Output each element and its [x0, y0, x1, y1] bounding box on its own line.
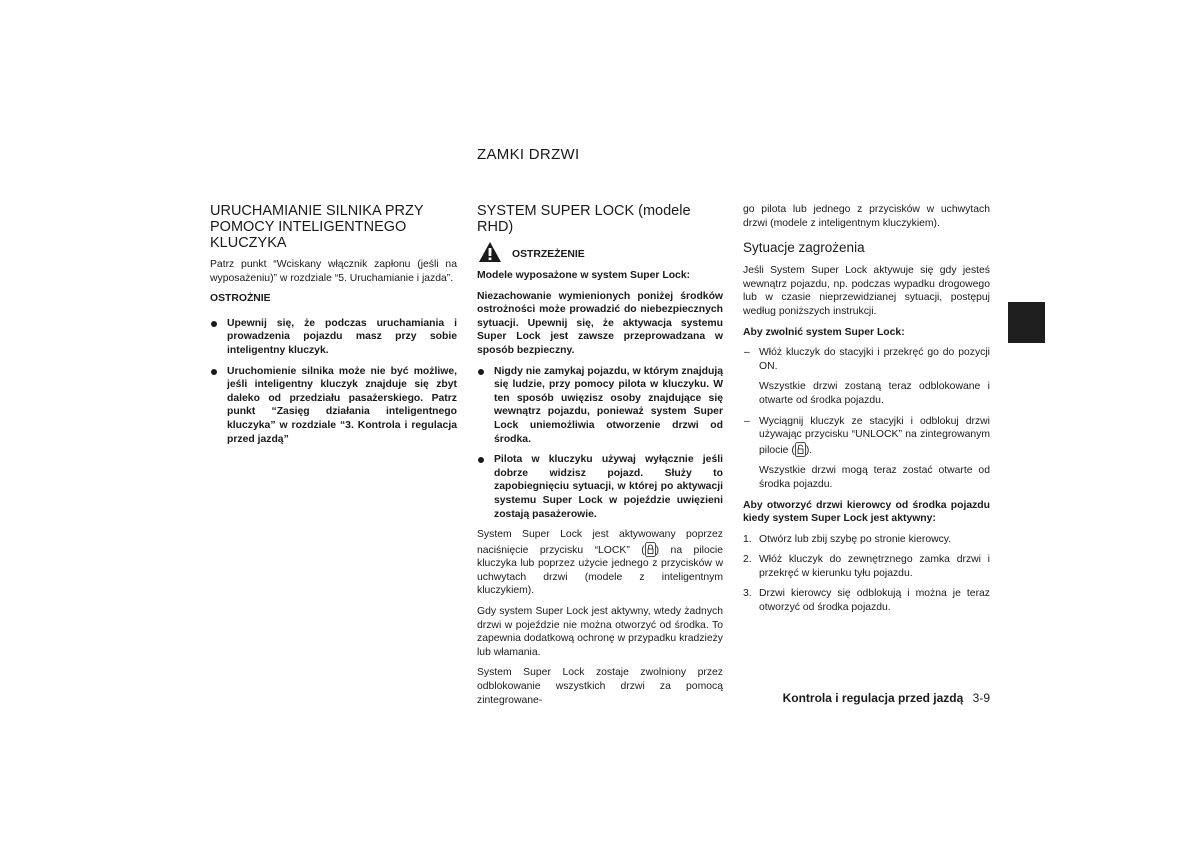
- lock-button-icon: [645, 542, 656, 557]
- release-label: Aby zwolnić system Super Lock:: [743, 326, 905, 338]
- column-2: [477, 203, 723, 714]
- text-part: System Super Lock jest aktywowany poprzez naciśnięcie przycisku “LOCK” (: [477, 529, 723, 556]
- bullet-text: Uruchomienie silnika może nie być możliwe, jeśli inteligentny kluczyk znajduje się zbyt daleko od przedziału pasażerskiego. Patrz punkt “Zasięg działania inteligentnego kluczyka” w rozdziale “3. Kontrola i regulacja przed jazdą”: [227, 365, 457, 445]
- step-text: Wyciągnij kluczyk ze stacyjki i odblokuj drzwi używając przycisku “UNLOCK” na zintegrowanym pilocie (: [759, 415, 990, 456]
- section-heading-super-lock: SYSTEM SUPER LOCK (modele RHD): [477, 203, 691, 235]
- caution-bullet-1: [210, 317, 457, 358]
- page-footer: [743, 691, 990, 705]
- page-title: ZAMKI DRZWI: [477, 146, 580, 163]
- bullet-icon: [211, 369, 217, 375]
- caution-bullet-2: [210, 365, 457, 447]
- chapter-tab-marker: [1008, 302, 1045, 343]
- section-heading-engine: URUCHAMIANIE SILNIKA PRZY POMOCY INTELIGENTNEGO KLUCZYKA: [210, 203, 424, 251]
- super-lock-release-text: System Super Lock zostaje zwolniony przez odblokowanie wszystkich drzwi za pomocą zintegrowane-: [477, 667, 723, 706]
- warning-label: OSTRZEŻENIE: [512, 249, 585, 260]
- engine-intro-text: Patrz punkt “Wciskany włącznik zapłonu (jeśli na wyposażeniu)” w rozdziale “5. Uruchamianie i jazda”.: [210, 259, 457, 284]
- driver-step-3: [743, 587, 990, 614]
- step-number: 3.: [743, 588, 752, 600]
- bullet-text: Nigdy nie zamykaj pojazdu, w którym znajdują się ludzie, przy pomocy pilota w kluczyku. W ten sposób uwięzisz osoby znajdujące się wewnątrz pojazdu, ponieważ system Super Lock uniemożliwia otworzenie drzwi od środka.: [494, 365, 723, 445]
- step-number: 1.: [743, 533, 752, 545]
- text-part: ) na pilocie kluczyka lub poprzez użycie jednego z przycisków w uchwytach drzwi (modele z inteligentnym kluczykiem).: [477, 544, 724, 597]
- footer-chapter-label: Kontrola i regulacja przed jazdą: [782, 691, 964, 705]
- warning-text: Niezachowanie wymienionych poniżej środków ostrożności może prowadzić do niebezpiecznych sytuacji. Upewnij się, że aktywacja systemu Super Lock jest zawsze przeprowadzana w sposób bezpieczny.: [477, 290, 723, 356]
- driver-step-1: [743, 533, 990, 547]
- bullet-text: Pilota w kluczyku używaj wyłącznie jeśli dobrze widzisz pojazd. Służy to zapobiegnięciu sytuacji, w której po aktywacji systemu Super Lock w pojeździe uwięzieni zostają pasażerowie.: [494, 454, 723, 520]
- step-text: ).: [805, 444, 813, 456]
- unlock-button-icon: [795, 442, 806, 457]
- driver-door-label: Aby otworzyć drzwi kierowcy od środka pojazdu kiedy system Super Lock jest aktywny:: [743, 499, 990, 525]
- section-heading-emergency: Sytuacje zagrożenia: [743, 240, 865, 256]
- bullet-icon: [478, 457, 484, 463]
- dash-mark: –: [744, 415, 750, 427]
- super-lock-active-text: Gdy system Super Lock jest aktywny, wtedy żadnych drzwi w pojeździe nie można otworzyć od środka. To zapewnia dodatkową ochronę w przypadku kradzieży lub włamania.: [477, 606, 723, 658]
- warning-triangle-icon: [478, 241, 502, 263]
- step-text: Drzwi kierowcy się odblokują i można je teraz otworzyć od środka pojazdu.: [759, 588, 990, 614]
- driver-step-2: [743, 553, 990, 580]
- emergency-intro-text: Jeśli System Super Lock aktywuje się gdy jesteś wewnątrz pojazdu, np. podczas wypadku drogowego lub w czasie nieprzewidzianej sytuacji, postępuj według poniższych instrukcji.: [743, 265, 990, 317]
- dash-mark: –: [744, 347, 750, 359]
- step-text: Włóż kluczyk do zewnętrznego zamka drzwi i przekręć w kierunku tyłu pojazdu.: [759, 554, 990, 579]
- bullet-icon: [211, 321, 217, 327]
- continued-text: go pilota lub jednego z przycisków w uchwytach drzwi (modele z inteligentnym kluczykiem).: [743, 204, 990, 229]
- step-text: Włóż kluczyk do stacyjki i przekręć go do pozycji ON.: [759, 347, 990, 372]
- column-1: [210, 203, 457, 453]
- release-step-2: [743, 415, 990, 458]
- step-number: 2.: [743, 554, 752, 566]
- release-step-2-note: Wszystkie drzwi mogą teraz zostać otwarte od środka pojazdu.: [759, 465, 990, 490]
- warning-subtitle: Modele wyposażone w system Super Lock:: [477, 270, 691, 281]
- caution-label: OSTROŻNIE: [210, 293, 271, 305]
- page-number: 3-9: [972, 691, 990, 705]
- super-lock-activation-text: [477, 528, 723, 598]
- release-step-1-note: Wszystkie drzwi zostaną teraz odblokowane i otwarte od środka pojazdu.: [759, 381, 990, 406]
- step-text: Otwórz lub zbij szybę po stronie kierowcy.: [759, 533, 952, 545]
- bullet-icon: [478, 369, 484, 375]
- column-3: [743, 203, 990, 622]
- warning-bullet-1: [477, 365, 723, 447]
- warning-bullet-2: [477, 453, 723, 521]
- warning-header: [477, 241, 723, 265]
- release-step-1: [743, 346, 990, 373]
- bullet-text: Upewnij się, że podczas uruchamiania i prowadzenia pojazdu masz przy sobie inteligentny kluczyk.: [227, 317, 457, 356]
